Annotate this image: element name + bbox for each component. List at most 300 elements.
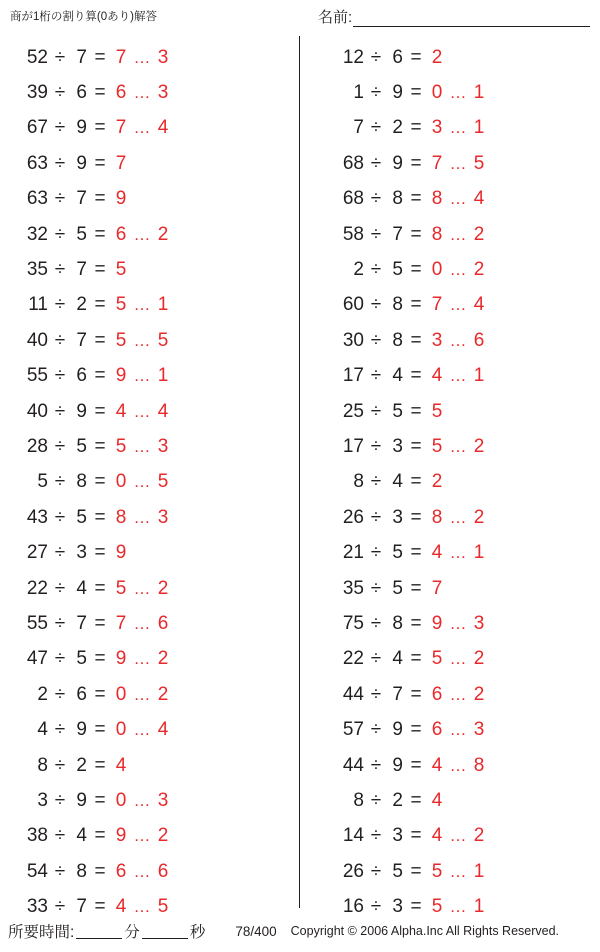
remainder: 4	[157, 400, 169, 422]
problem-row	[300, 748, 600, 783]
remainder: 1	[157, 365, 169, 387]
remainder: 6	[157, 860, 169, 882]
problem-row	[300, 642, 600, 677]
divide-icon: ÷	[370, 612, 382, 634]
dividend: 26	[342, 860, 364, 882]
remainder: 2	[157, 223, 169, 245]
dividend: 33	[26, 896, 48, 918]
divisor: 9	[392, 754, 403, 776]
dividend: 54	[26, 860, 48, 882]
divide-icon: ÷	[54, 612, 66, 634]
divide-icon: ÷	[370, 294, 382, 316]
divisor: 9	[76, 117, 87, 139]
problem-row	[300, 712, 600, 747]
remainder: 1	[473, 117, 485, 139]
divide-icon: ÷	[54, 46, 66, 68]
remainder: 2	[157, 648, 169, 670]
remainder: 3	[473, 719, 485, 741]
quotient: 5	[115, 329, 127, 351]
equals-icon: =	[94, 648, 106, 670]
equals-icon: =	[410, 648, 422, 670]
quotient: 5	[431, 435, 443, 457]
problem-row	[0, 535, 299, 570]
remainder: 1	[473, 82, 485, 104]
dividend: 2	[37, 683, 48, 705]
remainder: 2	[157, 577, 169, 599]
divisor: 5	[392, 259, 403, 281]
dividend: 5	[37, 471, 48, 493]
remainder-dots-icon: …	[133, 47, 151, 67]
dividend: 11	[28, 294, 48, 316]
equals-icon: =	[410, 860, 422, 882]
divide-icon: ÷	[370, 789, 382, 811]
divide-icon: ÷	[370, 329, 382, 351]
divide-icon: ÷	[54, 648, 66, 670]
quotient: 5	[115, 259, 127, 281]
divisor: 8	[392, 294, 403, 316]
minutes-unit: 分	[124, 924, 140, 941]
equals-icon: =	[94, 365, 106, 387]
equals-icon: =	[94, 789, 106, 811]
quotient: 4	[115, 400, 127, 422]
problem-row	[300, 323, 600, 358]
problem-row	[300, 359, 600, 394]
quotient: 6	[115, 223, 127, 245]
divisor: 3	[392, 506, 403, 528]
divisor: 7	[76, 329, 87, 351]
problem-row	[300, 783, 600, 818]
remainder: 2	[473, 683, 485, 705]
dividend: 67	[26, 117, 48, 139]
remainder-dots-icon: …	[449, 118, 467, 138]
divisor: 9	[392, 719, 403, 741]
quotient: 4	[431, 542, 443, 564]
page-footer	[0, 918, 600, 944]
quotient: 5	[115, 577, 127, 599]
remainder-dots-icon: …	[449, 330, 467, 350]
divisor: 9	[76, 152, 87, 174]
problem-row	[300, 182, 600, 217]
problem-row	[0, 606, 299, 641]
divisor: 8	[76, 471, 87, 493]
dividend: 4	[37, 719, 48, 741]
divide-icon: ÷	[54, 117, 66, 139]
name-input-line[interactable]	[353, 7, 590, 27]
problem-row	[0, 359, 299, 394]
quotient: 7	[115, 152, 127, 174]
minutes-input-line[interactable]	[76, 923, 122, 939]
problem-row	[300, 819, 600, 854]
problem-row	[300, 75, 600, 110]
dividend: 40	[26, 329, 48, 351]
dividend: 21	[342, 542, 364, 564]
problem-row	[300, 40, 600, 75]
divisor: 9	[76, 789, 87, 811]
problem-row	[300, 217, 600, 252]
divisor: 3	[76, 542, 87, 564]
divisor: 6	[392, 46, 403, 68]
divisor: 4	[392, 471, 403, 493]
problem-row	[0, 712, 299, 747]
problem-columns	[0, 36, 600, 918]
equals-icon: =	[410, 259, 422, 281]
divisor: 4	[392, 648, 403, 670]
quotient: 0	[115, 789, 127, 811]
equals-icon: =	[94, 825, 106, 847]
divide-icon: ÷	[370, 719, 382, 741]
equals-icon: =	[94, 117, 106, 139]
quotient: 7	[115, 46, 127, 68]
quotient: 6	[115, 82, 127, 104]
problem-row	[0, 677, 299, 712]
remainder: 2	[473, 648, 485, 670]
dividend: 3	[37, 789, 48, 811]
divide-icon: ÷	[370, 683, 382, 705]
equals-icon: =	[410, 577, 422, 599]
remainder: 6	[157, 612, 169, 634]
dividend: 55	[26, 365, 48, 387]
dividend: 58	[342, 223, 364, 245]
dividend: 7	[353, 117, 364, 139]
divisor: 9	[76, 719, 87, 741]
dividend: 35	[342, 577, 364, 599]
divide-icon: ÷	[370, 471, 382, 493]
divisor: 7	[76, 46, 87, 68]
remainder-dots-icon: …	[449, 153, 467, 173]
remainder: 2	[473, 506, 485, 528]
divisor: 8	[76, 860, 87, 882]
dividend: 63	[26, 152, 48, 174]
remainder: 3	[157, 506, 169, 528]
divisor: 7	[76, 612, 87, 634]
equals-icon: =	[94, 471, 106, 493]
problem-row	[300, 500, 600, 535]
divisor: 5	[76, 506, 87, 528]
remainder: 8	[473, 754, 485, 776]
problem-row	[300, 677, 600, 712]
divisor: 2	[76, 754, 87, 776]
remainder-dots-icon: …	[449, 366, 467, 386]
remainder: 2	[157, 825, 169, 847]
problem-column-left	[0, 36, 300, 918]
equals-icon: =	[410, 294, 422, 316]
dividend: 44	[342, 683, 364, 705]
dividend: 26	[342, 506, 364, 528]
quotient: 9	[115, 825, 127, 847]
remainder: 1	[473, 365, 485, 387]
dividend: 8	[353, 471, 364, 493]
remainder-dots-icon: …	[449, 649, 467, 669]
divisor: 3	[392, 435, 403, 457]
remainder-dots-icon: …	[449, 755, 467, 775]
problem-row	[0, 323, 299, 358]
divisor: 3	[392, 896, 403, 918]
problem-row	[0, 819, 299, 854]
quotient: 4	[431, 825, 443, 847]
remainder: 3	[157, 435, 169, 457]
remainder: 5	[473, 152, 485, 174]
remainder: 3	[157, 82, 169, 104]
remainder: 2	[473, 435, 485, 457]
quotient: 7	[431, 294, 443, 316]
dividend: 1	[353, 82, 364, 104]
equals-icon: =	[94, 719, 106, 741]
problem-row	[0, 75, 299, 110]
quotient: 6	[115, 860, 127, 882]
problem-row	[300, 252, 600, 287]
equals-icon: =	[94, 223, 106, 245]
quotient: 8	[115, 506, 127, 528]
dividend: 68	[342, 188, 364, 210]
quotient: 8	[431, 223, 443, 245]
equals-icon: =	[410, 188, 422, 210]
remainder: 2	[473, 223, 485, 245]
divide-icon: ÷	[370, 259, 382, 281]
quotient: 6	[431, 683, 443, 705]
equals-icon: =	[94, 46, 106, 68]
quotient: 5	[431, 648, 443, 670]
quotient: 7	[431, 152, 443, 174]
quotient: 4	[115, 754, 127, 776]
dividend: 60	[342, 294, 364, 316]
dividend: 47	[26, 648, 48, 670]
quotient: 4	[431, 365, 443, 387]
seconds-unit: 秒	[189, 924, 206, 941]
divide-icon: ÷	[370, 223, 382, 245]
equals-icon: =	[94, 860, 106, 882]
quotient: 5	[431, 400, 443, 422]
equals-icon: =	[410, 435, 422, 457]
remainder-dots-icon: …	[133, 684, 151, 704]
divide-icon: ÷	[54, 471, 66, 493]
divide-icon: ÷	[370, 188, 382, 210]
remainder-dots-icon: …	[133, 826, 151, 846]
divisor: 7	[392, 223, 403, 245]
equals-icon: =	[94, 329, 106, 351]
divide-icon: ÷	[370, 825, 382, 847]
divide-icon: ÷	[54, 542, 66, 564]
divisor: 5	[76, 435, 87, 457]
dividend: 17	[342, 435, 364, 457]
remainder: 5	[157, 329, 169, 351]
remainder-dots-icon: …	[133, 613, 151, 633]
divisor: 4	[76, 825, 87, 847]
equals-icon: =	[410, 506, 422, 528]
divisor: 6	[76, 365, 87, 387]
remainder-dots-icon: …	[133, 578, 151, 598]
equals-icon: =	[410, 612, 422, 634]
dividend: 8	[353, 789, 364, 811]
equals-icon: =	[94, 152, 106, 174]
dividend: 8	[37, 754, 48, 776]
quotient: 2	[431, 46, 443, 68]
remainder-dots-icon: …	[449, 897, 467, 917]
name-field-block	[318, 6, 590, 27]
divisor: 6	[76, 82, 87, 104]
quotient: 7	[115, 117, 127, 139]
problem-row	[0, 111, 299, 146]
remainder: 2	[473, 259, 485, 281]
divisor: 3	[392, 825, 403, 847]
problem-row	[0, 642, 299, 677]
remainder: 2	[157, 683, 169, 705]
remainder: 2	[473, 825, 485, 847]
problem-row	[0, 465, 299, 500]
dividend: 57	[342, 719, 364, 741]
remainder-dots-icon: …	[449, 189, 467, 209]
problem-row	[300, 535, 600, 570]
equals-icon: =	[94, 294, 106, 316]
divide-icon: ÷	[370, 754, 382, 776]
remainder-dots-icon: …	[449, 260, 467, 280]
problem-row	[0, 783, 299, 818]
equals-icon: =	[94, 435, 106, 457]
equals-icon: =	[410, 400, 422, 422]
remainder-dots-icon: …	[449, 861, 467, 881]
divide-icon: ÷	[54, 719, 66, 741]
dividend: 55	[26, 612, 48, 634]
problem-row	[0, 40, 299, 75]
dividend: 22	[342, 648, 364, 670]
remainder-dots-icon: …	[449, 684, 467, 704]
remainder-dots-icon: …	[449, 613, 467, 633]
divisor: 7	[392, 683, 403, 705]
equals-icon: =	[410, 789, 422, 811]
problem-row	[300, 111, 600, 146]
equals-icon: =	[410, 471, 422, 493]
divide-icon: ÷	[54, 152, 66, 174]
divide-icon: ÷	[54, 825, 66, 847]
dividend: 63	[26, 188, 48, 210]
quotient: 5	[115, 435, 127, 457]
equals-icon: =	[410, 117, 422, 139]
problem-row	[0, 854, 299, 889]
quotient: 4	[431, 789, 443, 811]
dividend: 40	[26, 400, 48, 422]
quotient: 0	[115, 683, 127, 705]
problem-row	[300, 465, 600, 500]
dividend: 43	[26, 506, 48, 528]
dividend: 14	[342, 825, 364, 847]
remainder: 4	[157, 117, 169, 139]
remainder-dots-icon: …	[133, 897, 151, 917]
dividend: 52	[26, 46, 48, 68]
page-number: 78/400	[235, 923, 277, 939]
problem-row	[300, 429, 600, 464]
quotient: 0	[431, 259, 443, 281]
equals-icon: =	[410, 754, 422, 776]
divide-icon: ÷	[54, 860, 66, 882]
divisor: 4	[76, 577, 87, 599]
remainder: 6	[473, 329, 485, 351]
divisor: 4	[392, 365, 403, 387]
remainder-dots-icon: …	[133, 330, 151, 350]
equals-icon: =	[410, 719, 422, 741]
equals-icon: =	[94, 400, 106, 422]
equals-icon: =	[94, 506, 106, 528]
divide-icon: ÷	[54, 400, 66, 422]
quotient: 9	[115, 365, 127, 387]
quotient: 4	[431, 754, 443, 776]
dividend: 16	[342, 896, 364, 918]
remainder-dots-icon: …	[449, 295, 467, 315]
remainder-dots-icon: …	[133, 83, 151, 103]
divisor: 5	[392, 577, 403, 599]
dividend: 27	[26, 542, 48, 564]
divide-icon: ÷	[54, 223, 66, 245]
problem-row	[300, 606, 600, 641]
dividend: 35	[26, 259, 48, 281]
quotient: 8	[431, 506, 443, 528]
divide-icon: ÷	[54, 789, 66, 811]
remainder: 5	[157, 896, 169, 918]
problem-row	[0, 429, 299, 464]
dividend: 39	[26, 82, 48, 104]
divide-icon: ÷	[54, 329, 66, 351]
divisor: 9	[76, 400, 87, 422]
page-title: 商が1桁の割り算(0あり)解答	[10, 11, 157, 23]
divide-icon: ÷	[54, 82, 66, 104]
problem-row	[0, 571, 299, 606]
remainder-dots-icon: …	[449, 83, 467, 103]
quotient: 0	[115, 471, 127, 493]
remainder-dots-icon: …	[133, 366, 151, 386]
remainder-dots-icon: …	[449, 720, 467, 740]
divisor: 5	[76, 648, 87, 670]
remainder-dots-icon: …	[133, 436, 151, 456]
divisor: 2	[392, 789, 403, 811]
remainder: 3	[157, 789, 169, 811]
divide-icon: ÷	[370, 896, 382, 918]
divide-icon: ÷	[54, 294, 66, 316]
problem-row	[300, 394, 600, 429]
dividend: 75	[342, 612, 364, 634]
page-header	[0, 6, 600, 34]
divisor: 7	[76, 188, 87, 210]
problem-row	[0, 748, 299, 783]
remainder: 3	[473, 612, 485, 634]
quotient: 5	[431, 896, 443, 918]
equals-icon: =	[410, 896, 422, 918]
dividend: 32	[26, 223, 48, 245]
seconds-input-line[interactable]	[142, 923, 188, 939]
remainder: 4	[473, 188, 485, 210]
divide-icon: ÷	[370, 506, 382, 528]
divisor: 9	[392, 82, 403, 104]
problem-row	[300, 146, 600, 181]
divisor: 7	[76, 896, 87, 918]
quotient: 0	[431, 82, 443, 104]
divisor: 8	[392, 612, 403, 634]
equals-icon: =	[410, 542, 422, 564]
equals-icon: =	[94, 612, 106, 634]
divide-icon: ÷	[370, 577, 382, 599]
equals-icon: =	[94, 754, 106, 776]
remainder: 1	[473, 896, 485, 918]
remainder-dots-icon: …	[449, 436, 467, 456]
divide-icon: ÷	[370, 117, 382, 139]
equals-icon: =	[94, 82, 106, 104]
remainder: 3	[157, 46, 169, 68]
divide-icon: ÷	[54, 754, 66, 776]
equals-icon: =	[94, 259, 106, 281]
copyright-notice: Copyright © 2006 Alpha.Inc All Rights Reserved.	[290, 924, 560, 938]
remainder-dots-icon: …	[133, 861, 151, 881]
remainder: 1	[157, 294, 169, 316]
divide-icon: ÷	[370, 152, 382, 174]
problem-row	[300, 288, 600, 323]
dividend: 28	[26, 435, 48, 457]
